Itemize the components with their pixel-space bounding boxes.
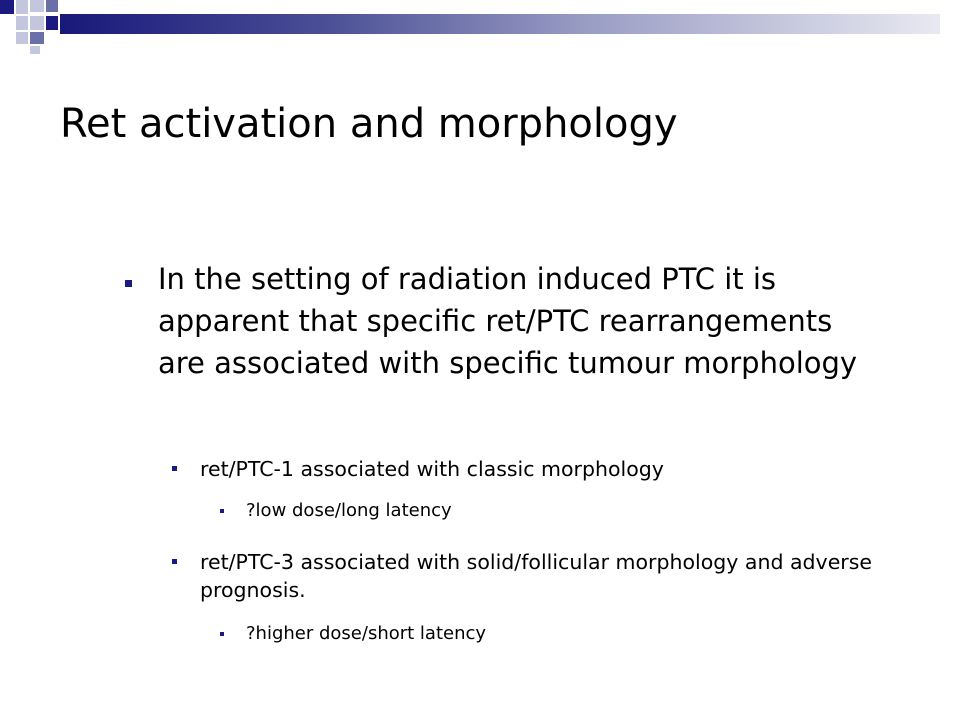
- decorative-square: [46, 0, 58, 12]
- decorative-square: [16, 16, 28, 30]
- header-gradient-bar: [60, 14, 940, 34]
- bullet-text: ?low dose/long latency: [246, 500, 452, 521]
- decorative-square: [30, 32, 44, 44]
- bullet-level-1: [125, 258, 885, 384]
- bullet-text: ?higher dose/short latency: [246, 623, 487, 644]
- decorative-square: [0, 0, 14, 14]
- sub-sub-bullet-higher-dose: [220, 622, 846, 646]
- sub-sub-bullet-low-dose: [220, 499, 846, 523]
- decorative-square: [46, 16, 58, 30]
- square-bullet-icon: [172, 559, 177, 564]
- square-bullet-icon: [172, 466, 177, 471]
- square-bullet-icon: [125, 280, 132, 287]
- decorative-square: [30, 0, 44, 12]
- decorative-square: [30, 46, 40, 54]
- sub-bullet-ret-ptc-3: [172, 548, 890, 604]
- decorative-square: [16, 0, 28, 14]
- square-bullet-icon: [220, 509, 224, 513]
- slide-title: Ret activation and morphology: [60, 101, 678, 147]
- decorative-square: [16, 32, 28, 44]
- sub-bullet-ret-ptc-1: [172, 455, 890, 483]
- square-bullet-icon: [220, 632, 224, 636]
- bullet-text: In the setting of radiation induced PTC it is apparent that specific ret/PTC rearrangements are associated with specific tumour morphology: [158, 262, 858, 380]
- decorative-square: [30, 16, 44, 30]
- bullet-text: ret/PTC-3 associated with solid/follicular morphology and adverse prognosis.: [200, 550, 873, 602]
- bullet-text: ret/PTC-1 associated with classic morphology: [200, 457, 664, 481]
